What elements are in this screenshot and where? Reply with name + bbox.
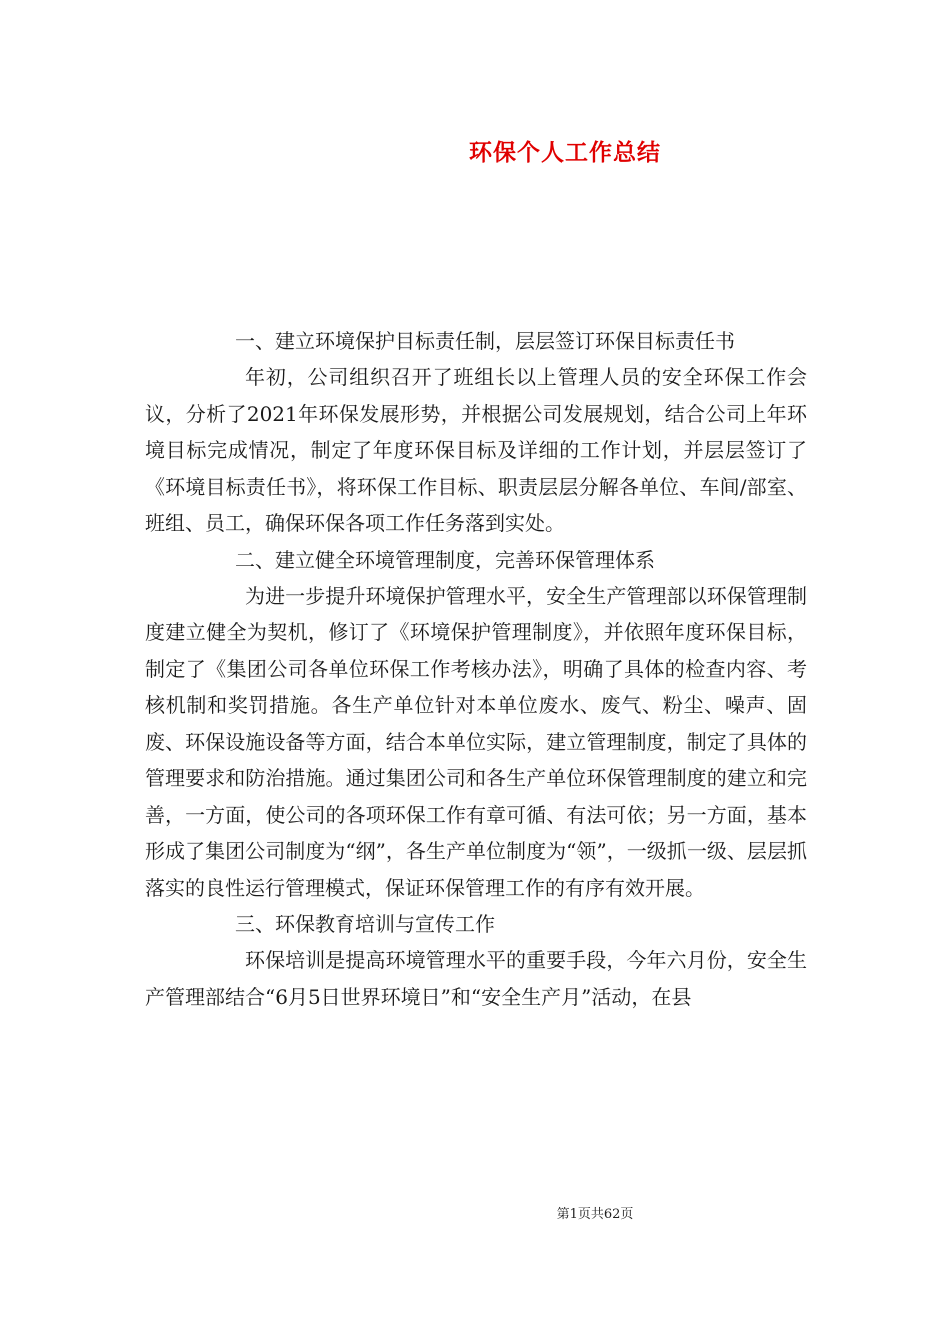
page-number: 第1页共62页 bbox=[556, 1207, 634, 1222]
document-body bbox=[145, 323, 807, 1015]
section-heading: 二、建立健全环境管理制度，完善环保管理体系 bbox=[235, 547, 655, 572]
section-paragraph: 环保培训是提高环境管理水平的重要手段，今年六月份，安全生产管理部结合“6月5日世界环境日”和“安全生产月”活动，在县 bbox=[145, 948, 807, 1009]
section-heading: 一、建立环境保护目标责任制，层层签订环保目标责任书 bbox=[235, 329, 735, 353]
section-3 bbox=[145, 906, 807, 1015]
section-paragraph: 年初，公司组织召开了班组长以上管理人员的安全环保工作会议，分析了2021年环保发展形势，并根据公司发展规划，结合公司上年环境目标完成情况，制定了年度环保目标及详细的工作计划，并层层签订了《环境目标责任书》，将环保工作目标、职责层层分解各单位、车间/部室、班组、员工，确保环保各项工作任务落到实处。 bbox=[145, 365, 807, 535]
document-title: 环保个人工作总结 bbox=[469, 139, 661, 166]
section-paragraph: 为进一步提升环境保护管理水平，安全生产管理部以环保管理制度建立健全为契机，修订了《环境保护管理制度》，并依照年度环保目标，制定了《集团公司各单位环保工作考核办法》，明确了具体的检查内容、考核机制和奖罚措施。各生产单位针对本单位废水、废气、粉尘、噪声、固废、环保设施设备等方面，结合本单位实际，建立管理制度，制定了具体的管理要求和防治措施。通过集团公司和各生产单位环保管理制度的建立和完善，一方面，使公司的各项环保工作有章可循、有法可依；另一方面，基本形成了集团公司制度为“纲”，各生产单位制度为“领”，一级抓一级、层层抓落实的良性运行管理模式，保证环保管理工作的有序有效开展。 bbox=[145, 583, 807, 900]
section-1 bbox=[145, 323, 807, 542]
section-2 bbox=[145, 542, 807, 907]
section-heading: 三、环保教育培训与宣传工作 bbox=[235, 912, 495, 936]
